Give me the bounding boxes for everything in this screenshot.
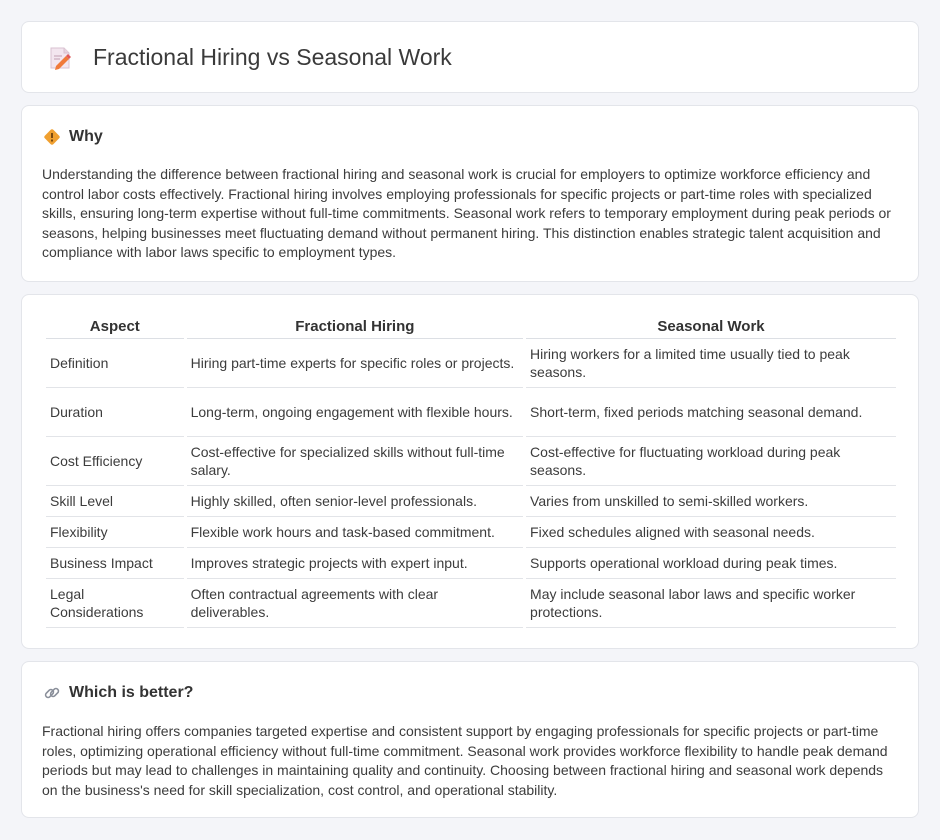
fractional-cell: Flexible work hours and task-based commitment. bbox=[187, 517, 523, 548]
seasonal-cell: Supports operational workload during peak times. bbox=[526, 548, 896, 579]
better-header bbox=[43, 684, 193, 702]
table-row bbox=[46, 517, 896, 548]
table-row bbox=[46, 579, 896, 628]
aspect-cell: Legal Considerations bbox=[46, 579, 184, 628]
which-is-better-section bbox=[21, 661, 919, 818]
aspect-cell: Flexibility bbox=[46, 517, 184, 548]
table-row bbox=[46, 339, 896, 388]
why-header bbox=[43, 128, 103, 146]
column-header-seasonal: Seasonal Work bbox=[526, 315, 896, 339]
comparison-table bbox=[43, 315, 899, 628]
fractional-cell: Highly skilled, often senior-level professionals. bbox=[187, 486, 523, 517]
fractional-cell: Hiring part-time experts for specific roles or projects. bbox=[187, 339, 523, 388]
seasonal-cell: Cost-effective for fluctuating workload during peak seasons. bbox=[526, 437, 896, 486]
seasonal-cell: Short-term, fixed periods matching seasonal demand. bbox=[526, 388, 896, 437]
aspect-cell: Cost Efficiency bbox=[46, 437, 184, 486]
comparison-section bbox=[21, 294, 919, 649]
table-row bbox=[46, 437, 896, 486]
aspect-cell: Business Impact bbox=[46, 548, 184, 579]
link-icon bbox=[43, 684, 61, 702]
aspect-cell: Definition bbox=[46, 339, 184, 388]
table-row bbox=[46, 486, 896, 517]
aspect-cell: Skill Level bbox=[46, 486, 184, 517]
fractional-cell: Cost-effective for specialized skills without full-time salary. bbox=[187, 437, 523, 486]
table-row bbox=[46, 548, 896, 579]
column-header-aspect: Aspect bbox=[46, 315, 184, 339]
aspect-cell: Duration bbox=[46, 388, 184, 437]
diamond-warning-icon bbox=[43, 128, 61, 146]
why-heading: Why bbox=[69, 128, 103, 145]
seasonal-cell: Fixed schedules aligned with seasonal needs. bbox=[526, 517, 896, 548]
title-card bbox=[21, 21, 919, 93]
better-text: Fractional hiring offers companies targeted expertise and consistent support by engaging professionals for specific projects or part-time roles, optimizing operational efficiency without full-time commitment. Seasonal work provides workforce flexibility to handle peak demand periods but may lead to challenges in maintaining quality and continuity. Choosing between fractional hiring and seasonal work depends on the business's need for skill specialization, cost control, and operational stability. bbox=[42, 723, 888, 798]
fractional-cell: Improves strategic projects with expert input. bbox=[187, 548, 523, 579]
fractional-cell: Often contractual agreements with clear deliverables. bbox=[187, 579, 523, 628]
table-header-row bbox=[46, 315, 896, 339]
why-section bbox=[21, 105, 919, 282]
column-header-fractional: Fractional Hiring bbox=[187, 315, 523, 339]
table-row bbox=[46, 388, 896, 437]
seasonal-cell: May include seasonal labor laws and specific worker protections. bbox=[526, 579, 896, 628]
document-pencil-icon bbox=[47, 45, 73, 71]
why-text: Understanding the difference between fractional hiring and seasonal work is crucial for employers to optimize workforce efficiency and control labor costs effectively. Fractional hiring involves employing professionals for specific projects or part-time roles with specialized skills, ensuring long-term expertise without full-time commitments. Seasonal work refers to temporary employment during peak periods or seasons, helping businesses meet fluctuating demand without permanent hiring. This distinction enables strategic talent acquisition and compliance with labor laws specific to employment types. bbox=[42, 166, 891, 261]
seasonal-cell: Hiring workers for a limited time usually tied to peak seasons. bbox=[526, 339, 896, 388]
seasonal-cell: Varies from unskilled to semi-skilled workers. bbox=[526, 486, 896, 517]
better-heading: Which is better? bbox=[69, 684, 194, 701]
title-row bbox=[47, 44, 452, 71]
page-title: Fractional Hiring vs Seasonal Work bbox=[93, 44, 452, 70]
fractional-cell: Long-term, ongoing engagement with flexible hours. bbox=[187, 388, 523, 437]
